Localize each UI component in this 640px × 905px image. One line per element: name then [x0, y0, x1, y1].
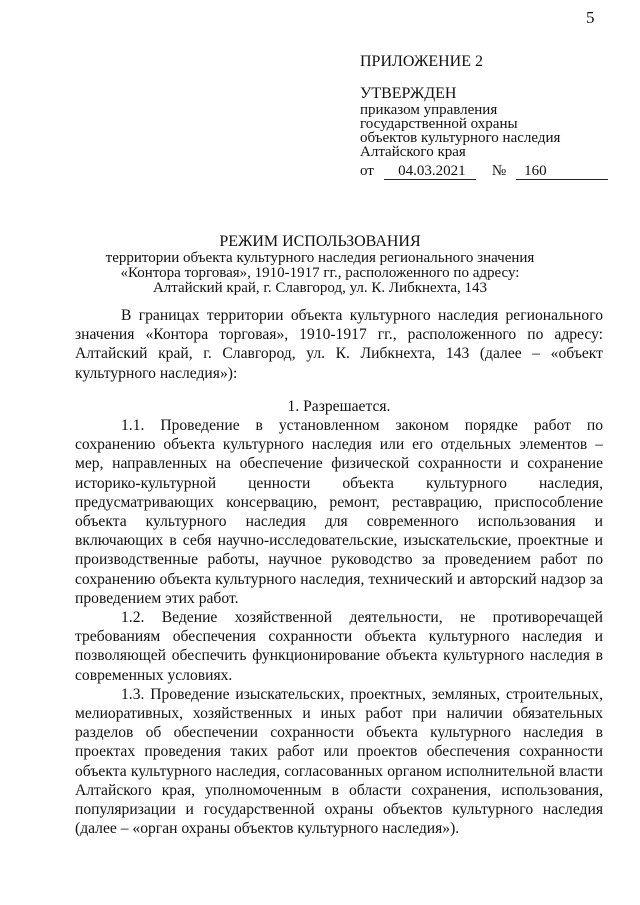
- approval-line: приказом управления: [360, 102, 498, 118]
- approved-label: УТВЕРЖДЕН: [360, 85, 457, 102]
- appendix-label: ПРИЛОЖЕНИЕ 2: [360, 53, 484, 70]
- approval-block: [360, 52, 620, 180]
- item-paragraph: 1.2. Ведение хозяйственной деятельности, не противоречащей требованиям обеспечения сохранности объекта культурного наследия и позволяющей обеспечить функционирование объекта культурного наследия в современных условиях.: [75, 609, 603, 684]
- number-label: №: [491, 163, 507, 179]
- approval-line: объектов культурного наследия: [360, 130, 561, 146]
- order-number: 160: [516, 163, 608, 180]
- page-number: 5: [586, 8, 595, 27]
- order-date-number: [360, 162, 620, 180]
- approval-line: Алтайского края: [360, 144, 466, 160]
- intro-paragraph: В границах территории объекта культурного наследия регионального значения «Контора торговая», 1910-1917 гг., расположенного по адресу: Алтайский край, г. Славгород, ул. К. Либкнехта, 143 (далее – «объект культурного наследия»):: [75, 307, 603, 382]
- item-paragraph: 1.1. Проведение в установленном законом порядке работ по сохранению объекта культурного наследия или его отдельных элементов – мер, направленных на обеспечение физической сохранности и сохранение историко-культурной ценности объекта культурного наследия, предусматривающих консервацию, ремонт, реставрацию, приспособление объекта культурного наследия для современного использования и включающих в себя научно-исследовательские, изыскательские, проектные и производственные работы, научное руководство за проведением работ по сохранению объекта культурного наследия, технический и авторский надзор за проведением этих работ.: [75, 417, 603, 607]
- item-paragraph: 1.3. Проведение изыскательских, проектных, земляных, строительных, мелиоративных, хозяйственных и иных работ при наличии обязательных разделов об обеспечении сохранности объекта культурного наследия в проектах проведения таких работ или проектов обеспечения сохранности объекта культурного наследия, согласованных органом исполнительной власти Алтайского края, уполномоченным в области сохранения, использования, популяризации и государственной охраны объектов культурного наследия (далее – «орган охраны объектов культурного наследия»).: [75, 685, 603, 838]
- title-line: территории объекта культурного наследия регионального значения: [105, 250, 535, 266]
- section-heading: 1. Разрешается.: [287, 397, 391, 415]
- order-date: 04.03.2021: [384, 163, 476, 180]
- document-title: [0, 233, 640, 296]
- approval-line: государственной охраны: [360, 116, 518, 132]
- title-line: Алтайский край, г. Славгород, ул. К. Либкнехта, 143: [152, 280, 488, 296]
- document-body: [75, 306, 603, 838]
- from-label: от: [360, 163, 374, 179]
- title-line: «Контора торговая», 1910-1917 гг., расположенного по адресу:: [120, 265, 520, 281]
- title-heading: РЕЖИМ ИСПОЛЬЗОВАНИЯ: [219, 233, 421, 250]
